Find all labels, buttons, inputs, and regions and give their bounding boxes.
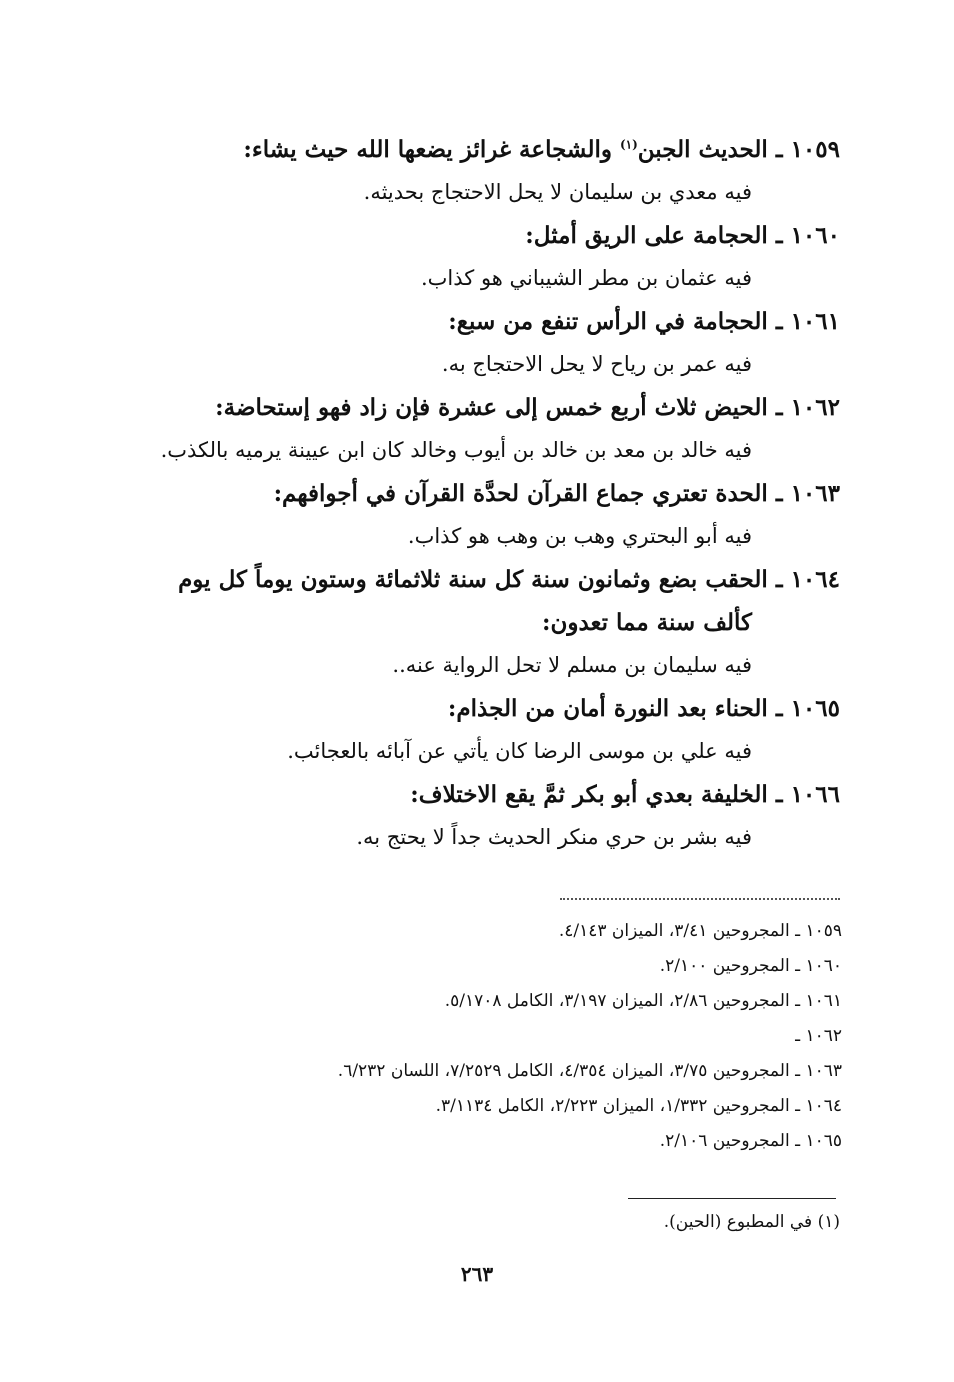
reference-line: ١٠٦١ ـ المجروحين ٢/٨٦، الميزان ٣/١٩٧، الكامل ٥/١٧٠٨.: [444, 991, 842, 1011]
hadith-entries: [150, 128, 840, 859]
reference-line: ١٠٦٥ ـ المجروحين ٢/١٠٦.: [659, 1131, 842, 1151]
reference-line: ١٠٦٤ ـ المجروحين ١/٣٣٢، الميزان ٢/٢٢٣، الكامل ٣/١١٣٤.: [435, 1096, 842, 1116]
entry-text: الحيض ثلاث أربع خمس إلى عشرة فإن زاد فهو إستحاضة:: [215, 394, 768, 421]
page-number: ٢٦٣: [460, 1262, 494, 1286]
entry-text: الحجامة في الرأس تنفع من سبع:: [448, 308, 768, 335]
entry-heading: [150, 386, 840, 429]
entry-heading: [150, 472, 840, 515]
footnote-marker: (١): [619, 137, 638, 152]
entry-heading: [150, 300, 840, 343]
entry-number: ١٠٦٠: [790, 222, 840, 249]
references-list: [150, 914, 842, 1159]
reference-line: ١٠٦٢ ـ: [795, 1026, 842, 1046]
entry-heading: [150, 214, 840, 257]
entry-1060: [150, 214, 840, 300]
entry-dash: ـ: [775, 695, 783, 722]
entry-comment: فيه معدي بن سليمان لا يحل الاحتجاج بحديثه.: [363, 180, 752, 204]
entry-number: ١٠٦٤: [790, 566, 840, 593]
entry-heading: [150, 687, 840, 730]
footnote: (١) في المطبوع (الحين).: [663, 1212, 840, 1232]
entry-comment: فيه أبو البحتري وهب بن وهب هو كذاب.: [407, 524, 752, 548]
entry-number: ١٠٥٩: [790, 136, 840, 163]
entry-comment: فيه خالد بن معد بن خالد بن أيوب وخالد كان ابن عيينة يرميه بالكذب.: [160, 438, 752, 462]
entry-dash: ـ: [775, 394, 783, 421]
entry-text: الحجامة على الريق أمثل:: [525, 222, 768, 249]
entry-dash: ـ: [775, 308, 783, 335]
entry-dash: ـ: [775, 222, 783, 249]
entry-1064: [150, 558, 840, 687]
entry-1063: [150, 472, 840, 558]
entry-number: ١٠٦٦: [790, 781, 840, 808]
reference-line: ١٠٥٩ ـ المجروحين ٣/٤١، الميزان ٤/١٤٣.: [558, 921, 842, 941]
entry-number: ١٠٦٣: [790, 480, 840, 507]
entry-number: ١٠٦٥: [790, 695, 840, 722]
entry-text-cont: والشجاعة غرائز يضعها الله حيث يشاء:: [243, 136, 620, 163]
reference-line: ١٠٦٣ ـ المجروحين ٣/٧٥، الميزان ٤/٣٥٤، الكامل ٧/٢٥٢٩، اللسان ٦/٢٣٢.: [337, 1061, 842, 1081]
entry-1066: [150, 773, 840, 859]
entry-text: الحقب بضع وثمانون سنة كل سنة ثلاثمائة وستون يوماً كل يوم: [178, 566, 768, 593]
entry-heading: [150, 558, 840, 601]
entry-comment: فيه عثمان بن مطر الشيباني هو كذاب.: [420, 266, 752, 290]
entry-dash: ـ: [775, 480, 783, 507]
entry-comment: فيه علي بن موسى الرضا كان يأتي عن آبائه بالعجائب.: [287, 739, 752, 763]
entry-1065: [150, 687, 840, 773]
entry-text: الخليفة بعدي أبو بكر ثمَّ يقع الاختلاف:: [410, 781, 768, 808]
entry-comment: فيه عمر بن رياح لا يحل الاحتجاج به.: [441, 352, 752, 376]
entry-heading: [150, 128, 840, 171]
entry-dash: ـ: [775, 566, 783, 593]
entry-number: ١٠٦٢: [790, 394, 840, 421]
entry-1059: [150, 128, 840, 214]
entry-text: الحدة تعتري جماع القرآن لحدَّة القرآن في أجوافهم:: [273, 480, 768, 507]
entry-1061: [150, 300, 840, 386]
entry-comment: فيه سليمان بن مسلم لا تحل الرواية عنه..: [392, 653, 752, 677]
dotted-separator: [560, 898, 840, 902]
entry-number: ١٠٦١: [790, 308, 840, 335]
entry-1062: [150, 386, 840, 472]
entry-heading-line2: كألف سنة مما تعدون:: [541, 609, 752, 636]
entry-text: الحناء بعد النورة أمان من الجذام:: [447, 695, 768, 722]
entry-dash: ـ: [775, 781, 783, 808]
entry-comment: فيه بشر بن حري منكر الحديث جداً لا يحتج به.: [356, 825, 752, 849]
entry-text: الحديث الجبن: [637, 136, 768, 163]
entry-dash: ـ: [775, 136, 783, 163]
reference-line: ١٠٦٠ ـ المجروحين ٢/١٠٠.: [659, 956, 842, 976]
footnote-rule: [628, 1198, 836, 1199]
entry-heading: [150, 773, 840, 816]
